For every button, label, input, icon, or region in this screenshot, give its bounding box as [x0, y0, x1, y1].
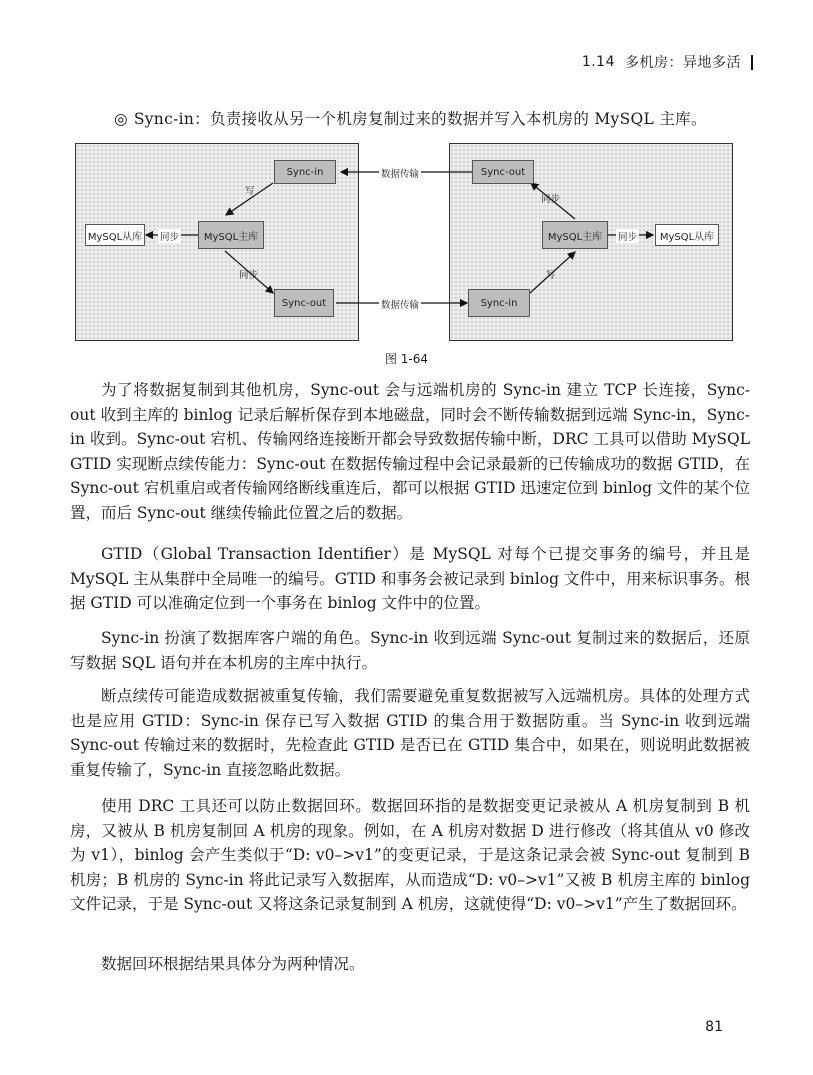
- paragraph-2: GTID（Global Transaction Identifier）是 MySQL 对每个已提交事务的编号，并且是 MySQL 主从集群中全局唯一的编号。GTID 和事务会被记录到 binlog 文件中，用来标识事务。根据 GTID 可以准确定位到一个事务在 binlog 文件中的位置。: [70, 545, 750, 613]
- right-mysql-slave-label: MySQL从库: [659, 231, 715, 243]
- header-bar: [751, 55, 753, 70]
- paragraph-5: 使用 DRC 工具还可以防止数据回环。数据回环指的是数据变更记录被从 A 机房复制到 B 机房，又被从 B 机房复制回 A 机房的现象。例如，在 A 机房对数据 D 进行修改（将其值从 v0 修改为 v1），binlog 会产生类似于“D: v0–>v1”的变更记录，于是这条记录会被 Sync-out 复制到 B 机房；B 机房的 Sync-in 将此记录写入数据库，从而造成“D: v0–>v1”又被 B 机房主库的 binlog 文件记录，于是 Sync-out 又将这条记录复制到 A 机房，这就使得“D: v0–>v1”产生了数据回环。: [70, 797, 750, 914]
- right-sync-in-box: [468, 289, 530, 317]
- right-sync-label-horizontal: 同步: [616, 229, 639, 243]
- left-sync-out-box: [274, 289, 334, 317]
- figure-caption: 图 1-64: [384, 352, 429, 366]
- transfer-bottom-label: 数据传输: [379, 297, 421, 311]
- right-sync-out-box: [472, 160, 534, 184]
- transfer-top-label: 数据传输: [379, 166, 421, 180]
- left-mysql-slave-box: [85, 224, 145, 246]
- page-number: 81: [705, 1019, 723, 1035]
- right-sync-label-vertical: 同步: [541, 194, 561, 205]
- right-sync-in-label: Sync-in: [480, 297, 518, 309]
- right-mysql-slave-box: [655, 224, 719, 246]
- bullet-mark: ◎: [114, 110, 128, 128]
- paragraph-6: 数据回环根据结果具体分为两种情况。: [101, 955, 365, 973]
- left-sync-out-label: Sync-out: [281, 297, 327, 309]
- left-sync-in-box: [274, 160, 336, 184]
- right-mysql-master-box: [542, 221, 608, 249]
- paragraph-4: 断点续传可能造成数据被重复传输，我们需要避免重复数据被写入远端机房。具体的处理方式也是应用 GTID：Sync-in 保存已写入数据 GTID 的集合用于数据防重。当 Sync-in 收到远端 Sync-out 传输过来的数据时，先检查此 GTID 是否已在 GTID 集合中，如果在，则说明此数据被重复传输了，Sync-in 直接忽略此数据。: [70, 687, 750, 779]
- left-mysql-slave-label: MySQL从库: [87, 231, 143, 243]
- bullet-item-sync-in: [114, 107, 707, 129]
- left-sync-label-horizontal: 同步: [158, 229, 181, 243]
- figure-drc-diagram: [75, 143, 731, 341]
- left-mysql-master-label: MySQL主库: [203, 231, 259, 243]
- right-write-label: 写: [546, 270, 556, 281]
- right-mysql-master-label: MySQL主库: [547, 231, 603, 243]
- paragraph-1: 为了将数据复制到其他机房，Sync-out 会与远端机房的 Sync-in 建立 TCP 长连接，Sync-out 收到主库的 binlog 记录后解析保存到本地磁盘，同时会不断传输数据到远端 Sync-in，Sync-in 收到。Sync-out 宕机、传输网络连接断开都会导致数据传输中断，DRC 工具可以借助 MySQL GTID 实现断点续传能力：Sync-out 在数据传输过程中会记录最新的已传输成功的数据 GTID，在 Sync-out 宕机重启或者传输网络断线重连后，都可以根据 GTID 迅速定位到 binlog 文件的某个位置，而后 Sync-out 继续传输此位置之后的数据。: [70, 381, 750, 522]
- running-header: [582, 52, 753, 72]
- paragraph-3: Sync-in 扮演了数据库客户端的角色。Sync-in 收到远端 Sync-out 复制过来的数据后，还原写数据 SQL 语句并在本机房的主库中执行。: [70, 629, 750, 672]
- header-section-title: 多机房：异地多活: [625, 55, 741, 71]
- left-sync-in-label: Sync-in: [286, 166, 324, 178]
- bullet-text: Sync-in：负责接收从另一个机房复制过来的数据并写入本机房的 MySQL 主库。: [133, 110, 707, 128]
- left-write-label: 写: [245, 186, 255, 197]
- right-sync-out-label: Sync-out: [480, 166, 526, 178]
- header-section-number: 1.14: [581, 54, 615, 70]
- left-mysql-master-box: [198, 221, 264, 249]
- left-sync-label-vertical: 同步: [239, 270, 259, 281]
